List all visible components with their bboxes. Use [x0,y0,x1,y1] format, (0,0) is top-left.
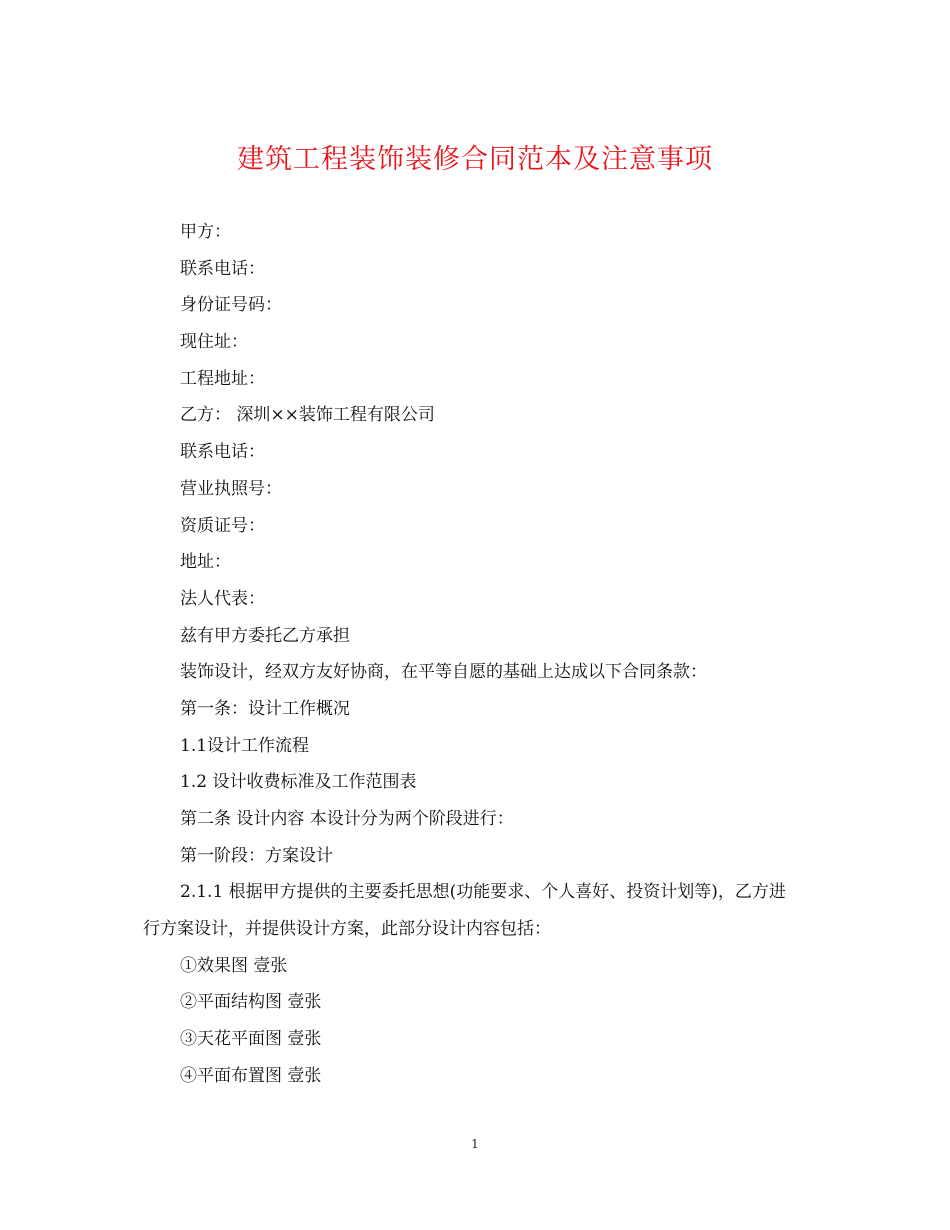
clause-1-1: 1.1设计工作流程 [180,735,310,756]
list-item: ④平面布置图 壹张 [180,1065,322,1086]
list-item: ①效果图 壹张 [180,955,288,976]
document-title: 建筑工程装饰装修合同范本及注意事项 [237,144,713,175]
field-qualification: 资质证号： [180,515,265,536]
field-party-b-phone: 联系电话： [180,442,265,463]
field-party-a-id: 身份证号码： [180,295,282,316]
field-party-b: 乙方： 深圳××装饰工程有限公司 [180,405,435,426]
field-party-a-phone: 联系电话： [180,258,265,279]
clause-1-2: 1.2 设计收费标准及工作范围表 [180,772,417,793]
field-party-b-address: 地址： [180,552,231,573]
clause-two-heading: 第二条 设计内容 本设计分为两个阶段进行： [180,809,514,829]
stage-one-heading: 第一阶段：方案设计 [180,845,333,866]
document-body [143,214,803,1095]
field-party-a-address: 现住址： [180,332,248,353]
field-project-address: 工程地址： [180,368,265,389]
field-business-license: 营业执照号： [180,478,282,499]
field-party-a: 甲方： [180,222,231,242]
list-item: ③天花平面图 壹张 [180,1029,322,1050]
field-legal-rep: 法人代表： [180,588,265,609]
text-agreement: 装饰设计，经双方友好协商，在平等自愿的基础上达成以下合同条款： [180,662,707,683]
text-commission: 兹有甲方委托乙方承担 [180,625,350,646]
list-item: ②平面结构图 壹张 [180,992,322,1013]
clause-2-1-1-paragraph: 2.1.1 根据甲方提供的主要委托思想(功能要求、个人喜好、投资计划等)，乙方进行方案设计，并提供设计方案，此部分设计内容包括： [143,882,786,940]
page-number: 1 [471,1137,479,1151]
clause-one-heading: 第一条：设计工作概况 [180,698,350,719]
